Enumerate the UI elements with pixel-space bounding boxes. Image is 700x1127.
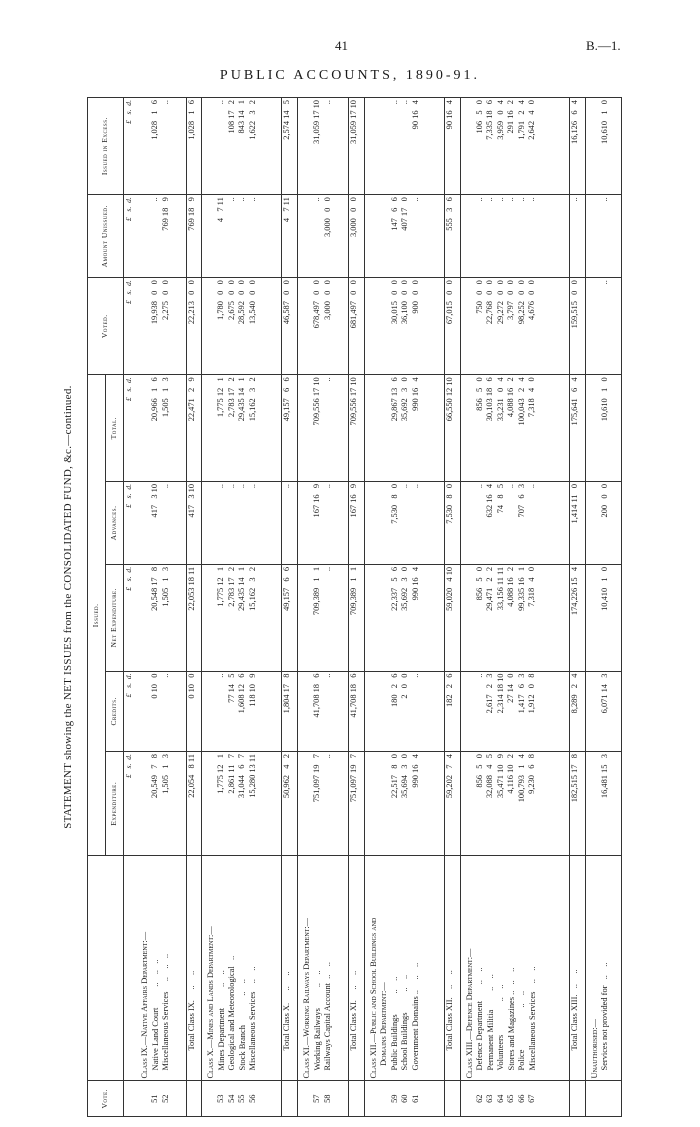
total-expenditure-value: 50,962 4 2 [282, 752, 298, 856]
class-description [136, 856, 186, 1081]
units-label: £ s. d. [124, 195, 137, 278]
expenditure-values: 1,775 12 1 2,861 11 7 31,044 6 7 15,280 13 11 [202, 752, 282, 856]
unauthorised-item: Services not provided for .. .. [600, 962, 610, 1071]
total-expenditure-value: 751,097 19 7 [349, 752, 365, 856]
excess-values: 1,028 1 6 .. [136, 98, 186, 195]
total-advances-value: 1,414 11 0 [569, 481, 585, 564]
class-heading: Class IX.—Native Affairs Department:— [140, 931, 149, 1079]
document-reference: B.—1. [586, 38, 621, 53]
net-expenditure-header: Net Expenditure. [106, 564, 124, 671]
voted-values: 1,780 0 0 2,675 0 0 28,592 0 0 13,540 0 0 [202, 278, 282, 375]
advances-values: 167 16 9 .. [298, 481, 349, 564]
class-total-label: Total Class X. .. .. [282, 856, 298, 1081]
credits-values: .. 77 14 5 1,608 12 6 118 10 9 [202, 671, 282, 752]
class-group-row [202, 98, 282, 1117]
units-label: £ s. d. [124, 752, 137, 856]
total-credits-value: 182 2 6 [444, 671, 460, 752]
vote-blank [585, 1081, 621, 1117]
total-values: 709,556 17 10 .. [298, 375, 349, 482]
class-heading: Class X.—Mines and Lands Department:— [206, 926, 216, 1079]
total-voted-value: 22,213 0 0 [186, 278, 202, 375]
credits-values: 180 2 6 2 0 0 .. [364, 671, 444, 752]
expenditure-values: 751,097 19 7 .. [298, 752, 349, 856]
class-total-label: Total Class XIII. .. .. [569, 856, 585, 1081]
total-expenditure-value: 182,515 17 8 [569, 752, 585, 856]
total-header: Total. [106, 375, 124, 482]
units-label: £ s. d. [124, 375, 137, 482]
unauthorised-credits: 6,071 14 3 [585, 671, 621, 752]
excess-values: 106 5 0 7,335 18 6 3,959 0 4 291 16 2 1,791 2 4 2,642 4 0 [460, 98, 569, 195]
net-values: 20,548 17 8 1,505 1 3 [136, 564, 186, 671]
excess-values: 31,059 17 10 .. [298, 98, 349, 195]
issued-header: Issued. [88, 375, 106, 856]
class-items: Defence Department .. .. Permanent Militia .. .. Volunteers .. .. Stores and Magazines .. .. .. Police .. .. Miscellaneous Services .. .. [475, 966, 537, 1071]
unauthorised-description [585, 856, 621, 1081]
total-unissued-value: .. [569, 195, 585, 278]
vote-blank [282, 1081, 298, 1117]
vote-numbers: 57 58 [298, 1081, 349, 1117]
total-excess-value: 1,028 1 6 [186, 98, 202, 195]
total-net-value: 49,157 6 6 [282, 564, 298, 671]
total-total-value: 66,550 12 10 [444, 375, 460, 482]
voted-values: 19,938 0 0 2,275 0 0 [136, 278, 186, 375]
total-net-value: 22,053 18 11 [186, 564, 202, 671]
class-items: Public Buildings .. .. School Buildings .. .. Government Domains .. .. .. [389, 962, 420, 1071]
page-title: PUBLIC ACCOUNTS, 1890-91. [219, 68, 481, 83]
credits-values: 41,708 18 6 .. [298, 671, 349, 752]
unissued-values: .. .. .. .. .. .. [460, 195, 569, 278]
class-total-row [444, 98, 460, 1117]
total-total-value: 175,641 6 4 [569, 375, 585, 482]
total-net-value: 709,389 1 1 [349, 564, 365, 671]
total-advances-value: 167 16 9 [349, 481, 365, 564]
unissued-values: 147 6 6 407 17 0 .. [364, 195, 444, 278]
units-label: £ s. d. [124, 671, 137, 752]
vote-blank [349, 1081, 365, 1117]
excess-values: .. 108 17 2 843 14 1 1,622 3 2 [202, 98, 282, 195]
unauthorised-voted: .. [585, 278, 621, 375]
units-label: £ s. d. [124, 481, 137, 564]
unissued-values: .. 3,000 0 0 [298, 195, 349, 278]
class-group-row [136, 98, 186, 1117]
class-description [364, 856, 444, 1081]
class-heading: Class XI.—Working Railways Department:— [302, 917, 312, 1079]
total-credits-value: 8,289 2 4 [569, 671, 585, 752]
vote-blank [186, 1081, 202, 1117]
voted-values: 30,015 0 0 36,100 0 0 900 0 0 [364, 278, 444, 375]
total-credits-value: 1,804 17 8 [282, 671, 298, 752]
total-values: 856 5 0 30,103 18 6 33,231 0 4 4,088 16 2 100,043 2 4 7,318 4 0 [460, 375, 569, 482]
total-unissued-value: 4 7 11 [282, 195, 298, 278]
unauthorised-heading: Unauthorised:— [589, 1019, 599, 1079]
vote-numbers: 62 63 64 65 66 67 [460, 1081, 569, 1117]
unauthorised-excess: 10,610 1 0 [585, 98, 621, 195]
class-total-row [282, 98, 298, 1117]
class-group-row [298, 98, 349, 1117]
total-voted-value: 46,587 0 0 [282, 278, 298, 375]
total-values: 1,775 12 1 2,783 17 2 29,435 14 1 15,162 3 2 [202, 375, 282, 482]
expenditure-values: 22,517 8 0 35,694 3 0 990 16 4 [364, 752, 444, 856]
unauthorised-expenditure: 16,481 15 3 [585, 752, 621, 856]
net-values: 856 5 0 29,471 2 2 33,156 11 11 4,088 16 2 99,335 16 1 7,318 4 0 [460, 564, 569, 671]
voted-values: 678,497 0 0 3,000 0 0 [298, 278, 349, 375]
unauthorised-advances: 200 0 0 [585, 481, 621, 564]
units-label: £ s. d. [124, 278, 137, 375]
class-items: Working Railways .. .. Railways Capital Account .. .. [312, 962, 333, 1071]
class-group-row [460, 98, 569, 1117]
total-voted-value: 681,497 0 0 [349, 278, 365, 375]
voted-header: Voted. [88, 278, 124, 375]
class-description [202, 856, 282, 1081]
unissued-header: Amount Unissued. [88, 195, 124, 278]
unauthorised-total: 10,610 1 0 [585, 375, 621, 482]
table-caption: STATEMENT showing the NET ISSUES from the CONSOLIDATED FUND, &c.—continued. [62, 385, 74, 829]
total-total-value: 49,157 6 6 [282, 375, 298, 482]
credits-header: Credits. [106, 671, 124, 752]
excess-header: Issued in Excess. [88, 98, 124, 195]
advances-values: .. .. .. .. [202, 481, 282, 564]
unauthorised-unissued: .. [585, 195, 621, 278]
total-net-value: 59,020 4 10 [444, 564, 460, 671]
total-excess-value: 31,059 17 10 [349, 98, 365, 195]
credits-values: 0 10 0 .. [136, 671, 186, 752]
vote-numbers: 59 60 61 [364, 1081, 444, 1117]
total-advances-value: 7,530 8 0 [444, 481, 460, 564]
class-total-row [569, 98, 585, 1117]
total-unissued-value: 3,000 0 0 [349, 195, 365, 278]
vote-numbers: 51 52 [136, 1081, 186, 1117]
units-label: £ s. d. [124, 564, 137, 671]
total-voted-value: 159,515 0 0 [569, 278, 585, 375]
net-values: 22,337 5 6 35,692 3 0 990 16 4 [364, 564, 444, 671]
description-header [88, 856, 124, 1081]
page-number: 41 [335, 38, 348, 53]
total-unissued-value: 555 3 6 [444, 195, 460, 278]
advances-values: 417 3 10 .. [136, 481, 186, 564]
expenditure-values: 20,549 7 8 1,505 1 3 [136, 752, 186, 856]
excess-values: .. .. 90 16 4 [364, 98, 444, 195]
unissued-values: 4 7 11 .. .. .. [202, 195, 282, 278]
class-group-row [364, 98, 444, 1117]
total-excess-value: 2,574 14 5 [282, 98, 298, 195]
net-issues-table [87, 97, 622, 1117]
vote-blank [444, 1081, 460, 1117]
vote-header: Vote. [88, 1081, 124, 1117]
total-values: 20,966 1 6 1,505 1 3 [136, 375, 186, 482]
statement-table-container [87, 97, 622, 1117]
unauthorised-net: 10,410 1 0 [585, 564, 621, 671]
total-expenditure-value: 59,202 7 4 [444, 752, 460, 856]
vote-numbers: 53 54 55 56 [202, 1081, 282, 1117]
total-total-value: 709,556 17 10 [349, 375, 365, 482]
advances-header: Advances. [106, 481, 124, 564]
class-items: Native Land Court .. .. .. Miscellaneous Services .. .. .. [150, 953, 170, 1071]
expenditure-header: Expenditure. [106, 752, 124, 856]
expenditure-values: 856 5 0 32,088 4 5 35,471 10 9 4,116 10 2 100,793 1 4 9,230 6 8 [460, 752, 569, 856]
total-values: 29,867 13 6 35,692 3 0 990 16 4 [364, 375, 444, 482]
total-advances-value: .. [282, 481, 298, 564]
rotated-statement [62, 97, 622, 1117]
class-description [460, 856, 569, 1081]
credits-values: .. 2,617 2 3 2,314 18 10 27 14 0 1,417 6 3 1,912 0 8 [460, 671, 569, 752]
unissued-values: .. 769 18 9 [136, 195, 186, 278]
total-expenditure-value: 22,054 8 11 [186, 752, 202, 856]
total-voted-value: 67,015 0 0 [444, 278, 460, 375]
total-advances-value: 417 3 10 [186, 481, 202, 564]
advances-values: .. 632 16 4 74 8 5 .. 707 6 3 .. [460, 481, 569, 564]
class-heading: Class XII.—Public and School Buildings and Domains Department:— [368, 917, 389, 1079]
class-total-row [349, 98, 365, 1117]
total-credits-value: 0 10 0 [186, 671, 202, 752]
class-heading: Class XIII.—Defence Department:— [464, 948, 474, 1079]
net-values: 1,775 12 1 2,783 17 2 29,435 14 1 15,162 3 2 [202, 564, 282, 671]
class-total-label: Total Class IX. .. .. [186, 856, 202, 1081]
total-unissued-value: 769 18 9 [186, 195, 202, 278]
total-net-value: 174,226 15 4 [569, 564, 585, 671]
voted-values: 750 0 0 22,768 0 0 29,272 0 0 3,797 0 0 98,252 0 0 4,676 0 0 [460, 278, 569, 375]
class-items: Mines Department .. .. Geological and Meteorological .. Stock Branch .. .. Miscellaneous Services .. .. [216, 955, 258, 1071]
units-label: £ s. d. [124, 98, 137, 195]
total-credits-value: 41,708 18 6 [349, 671, 365, 752]
net-values: 709,389 1 1 .. [298, 564, 349, 671]
vote-blank [569, 1081, 585, 1117]
total-excess-value: 90 16 4 [444, 98, 460, 195]
class-description [298, 856, 349, 1081]
class-total-label: Total Class XI. .. .. [349, 856, 365, 1081]
class-total-label: Total Class XII. .. .. [444, 856, 460, 1081]
total-excess-value: 16,126 6 4 [569, 98, 585, 195]
advances-values: 7,530 8 0 .. .. [364, 481, 444, 564]
total-total-value: 22,471 2 9 [186, 375, 202, 482]
unauthorised-row [585, 98, 621, 1117]
class-total-row [186, 98, 202, 1117]
